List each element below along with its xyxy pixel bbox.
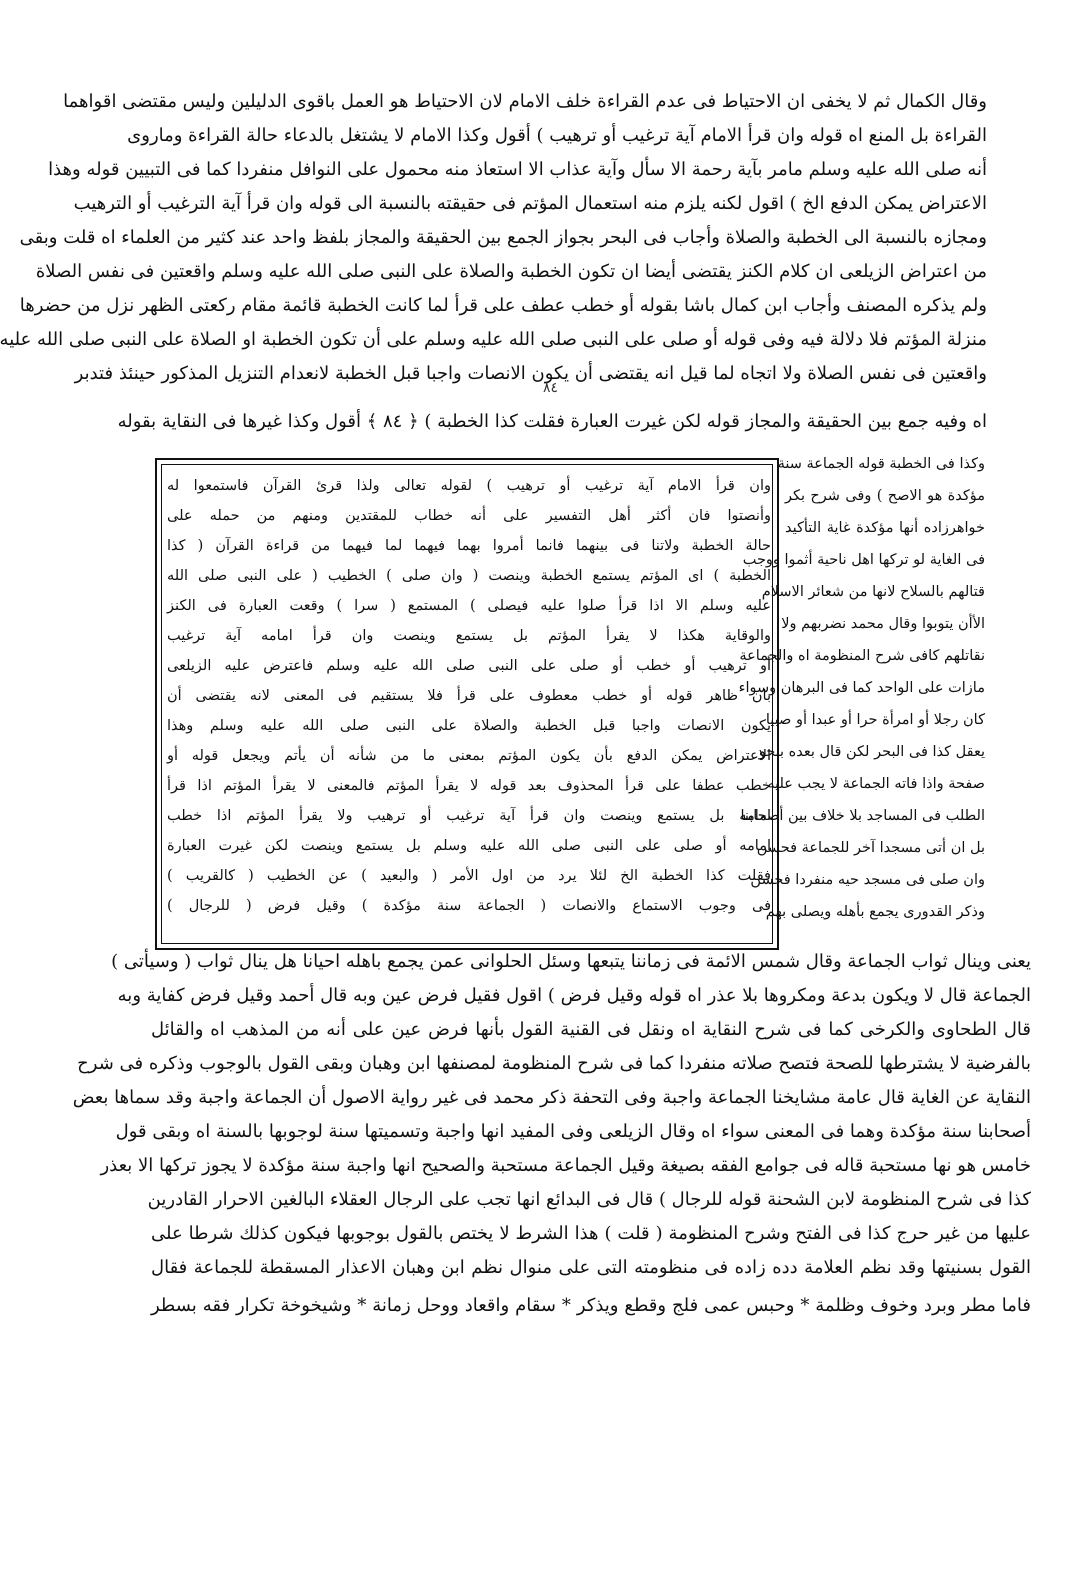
top-text-line: القراءة بل المنع اه قوله وان قرأ الامام آية ترغيب أو ترهيب ) أقول وكذا الامام لا يشتغل بالدعاء حالة القراءة وماروى — [127, 125, 987, 146]
side-text-line: الطلب فى المساجد بلا خلاف بين أصحابنا — [740, 808, 985, 824]
page-number: ٨٤ — [543, 380, 559, 396]
box-text-line: خطب عطفا على قرأ المحذوف بعد قوله لا يقرأ المؤتم فالمعنى لا يقرأ المؤتم اذا قرأ — [167, 778, 771, 794]
box-text-line: بان ظاهر قوله أو خطب معطوف على قرأ فلا يستقيم فى المعنى لانه يقتضى أن — [167, 688, 771, 704]
side-text-line: وذكر القدورى يجمع بأهله ويصلى بهم — [765, 904, 985, 920]
box-text-line: امامه بل يستمع وينصت وان قرأ آية ترغيب أو ترهيب ولا يقرأ المؤتم اذا خطب — [167, 808, 771, 824]
box-text-line: الاعتراض يمكن الدفع بأن يكون المؤتم بمعنى ما من شأنه أن يأتم ويجعل قوله أو — [167, 748, 771, 764]
bottom-text-line: قال الطحاوى والكرخى كما فى شرح النقاية اه ونقل فى القنية القول بأنها فرض عين على أنه من المذهب اه والقائل — [151, 1019, 1031, 1040]
box-text-line: الخطبة ) اى المؤتم يستمع الخطبة وينصت ( وان صلى ) الخطيب ( على النبى صلى الله — [167, 568, 771, 584]
box-text-line: فقلت كذا الخطبة الخ لئلا يرد من اول الأمر ( والبعيد ) عن الخطيب ( كالقريب ) — [167, 868, 771, 884]
side-text-line: كان رجلا أو امرأة حرا أو عبدا أو صبيا — [765, 712, 985, 728]
top-text-line: وقال الكمال ثم لا يخفى ان الاحتياط فى عدم القراءة خلف الامام لان الاحتياط هو العمل باقوى الدليلين وليس مقتضى اقواهما — [63, 91, 987, 112]
top-text-line: أنه صلى الله عليه وسلم مامر بآية رحمة الا سأل وآية عذاب الا استعاذ منه محمول على النوافل منفردا كما فى التبيين قوله وهذا — [48, 159, 987, 180]
box-text-line: والوقاية هكذا لا يقرأ المؤتم بل يستمع وينصت وان قرأ امامه آية ترغيب — [167, 628, 771, 644]
side-text-line: وان صلى فى مسجد حيه منفردا فحسن — [750, 872, 985, 888]
bottom-text-line: القول بسنيتها وقد نظم العلامة دده زاده فى منظومته التى على منوال نظم ابن وهبان الاعذار المسقطة للجماعة فقال — [151, 1257, 1032, 1278]
top-text-line: واقعتين فى نفس الصلاة ولا اتجاه لما قيل انه يقتضى أن يكون الانصات واجبا قبل الخطبة لانعدام التنزيل المذكور حينئذ فتدبر — [74, 363, 987, 384]
side-text-line: خواهرزاده أنها مؤكدة غاية التأكيد — [785, 520, 985, 536]
side-text-line: مؤكدة هو الاصح ) وفى شرح بكر — [785, 488, 985, 504]
box-text-line: امامه أو صلى على النبى صلى الله عليه وسلم بل يستمع وينصت لكن غيرت العبارة — [167, 838, 771, 854]
top-text-line: ومجازه بالنسبة الى الخطبة والصلاة وأجاب فى البحر بجواز الجمع بين الحقيقة والمجاز بلفظ واحد عند كثير من العلماء اه قلت وبقى — [19, 227, 987, 248]
box-text-line: يكون الانصات واجبا قبل الخطبة والصلاة على النبى صلى الله عليه وسلم وهذا — [167, 718, 771, 734]
bottom-text-line: الجماعة قال لا ويكون بدعة ومكروها بلا عذر اه قوله وقيل فرض ) اقول فقيل فرض عين وبه قال أحمد وقيل فرض كفاية وبه — [117, 985, 1031, 1006]
bottom-text-line: كذا فى شرح المنظومة لابن الشحنة قوله للرجال ) قال فى البدائع انها تجب على الرجال العقلاء البالغين الاحرار القادرين — [147, 1189, 1031, 1210]
box-text-line: أو ترهيب أو خطب أو صلى على النبى صلى الله عليه وسلم فاعترض عليه الزيلعى — [167, 658, 771, 674]
bottom-text-line: فاما مطر وبرد وخوف وظلمة * وحبس عمى فلج وقطع ويذكر * سقام واقعاد ووحل زمانة * وشيخوخة تكرار فقه بسطر — [151, 1295, 1031, 1316]
bottom-text-line: يعنى وينال ثواب الجماعة وقال شمس الائمة فى زماننا يتبعها وسئل الحلوانى عمن يجمع باهله احيانا هل ينال ثواب ( وسيأتى ) — [111, 951, 1031, 972]
top-text-line: منزلة المؤتم فلا دلالة فيه وفى قوله أو صلى على النبى صلى الله عليه وسلم على أن تكون الخطبة او الصلاة على النبى صلى الله عليه — [0, 329, 987, 350]
bottom-text-line: بالفرضية لا يشترطها للصحة فتصح صلاته منفردا كما فى شرح المنظومة لمصنفها ابن وهبان وبقى القول بالوجوب وذكره فى شرح — [77, 1053, 1031, 1074]
side-text-line: فى الغاية لو تركها اهل ناحية أثموا ووجب — [742, 552, 985, 568]
top-text-line: ولم يذكره المصنف وأجاب ابن كمال باشا بقوله أو خطب عطف على قرأ لما كانت الخطبة قائمة مقام ركعتى الظهر نزل من حضرها — [19, 295, 987, 316]
box-text-line: عليه وسلم الا اذا قرأ صلوا عليه فيصلى ) المستمع ( سرا ) وقعت العبارة فى الكنز — [167, 598, 771, 614]
bottom-text-line: خامس هو نها مستحبة قاله فى جوامع الفقه بصيغة وقيل الجماعة مستحبة والصحيح انها واجبة سنة مؤكدة لا يجوز تركها الا بعذر — [100, 1155, 1031, 1176]
box-text-line: حالة الخطبة ولاتنا فى بينهما فانما أمروا بهما فيهما لما فيهما من قراءة القرآن ( كذا — [167, 538, 771, 554]
bottom-text-line: عليها من غير حرج كذا فى الفتح وشرح المنظومة ( قلت ) هذا الشرط لا يختص بالقول بوجوبها فيكون كذلك شرطا على — [151, 1223, 1031, 1244]
side-text-line: مازات على الواحد كما فى البرهان وسواء — [738, 680, 985, 696]
box-text-line: وان قرأ الامام آية ترغيب أو ترهيب ) لقوله تعالى ولذا قرئ القرآن فاستمعوا له — [167, 478, 771, 494]
bottom-text-line: النقاية عن الغاية قال عامة مشايخنا الجماعة واجبة وفى التحفة ذكر محمد فى غير رواية الاصول أن الجماعة واجبة وقد سماها بعض — [72, 1087, 1031, 1108]
side-text-line: يعقل كذا فى البحر لكن قال بعده بنحو — [758, 744, 985, 760]
box-text-line: فى وجوب الاستماع والانصات ( الجماعة سنة مؤكدة ) وقيل فرض ( للرجال ) — [167, 898, 771, 914]
side-text-line: صفحة واذا فاته الجماعة لا يجب عليه — [767, 776, 985, 792]
box-text-line: وأنصتوا فان أكثر أهل التفسير على أنه خطاب للمقتدين ومنهم من حمله على — [167, 508, 771, 524]
bottom-text-line: أصحابنا سنة مؤكدة وهما فى المعنى سواء اه وقال الزيلعى وفى المفيد انها واجبة وتسميتها سنة لوجوبها بالسنة اه وبقى قول — [115, 1121, 1031, 1142]
top-text-line: اه وفيه جمع بين الحقيقة والمجاز قوله لكن غيرت العبارة فقلت كذا الخطبة ) ﴿ ٨٤ ﴾ أقول وكذا غيرها فى النقاية بقوله — [117, 411, 987, 432]
side-text-line: قتالهم بالسلاح لانها من شعائر الاسلام — [761, 584, 985, 600]
side-text-line: بل ان أتى مسجدا آخر للجماعة فحسن — [756, 840, 985, 856]
top-text-line: الاعتراض يمكن الدفع الخ ) اقول لكنه يلزم منه استعمال المؤتم فى حقيقته بالنسبة الى قوله وان قرأ آية الترغيب أو الترهيب — [73, 193, 987, 214]
side-text-line: وكذا فى الخطبة قوله الجماعة سنة — [777, 456, 985, 472]
side-text-line: نقاتلهم كافى شرح المنظومة اه والجماعة — [739, 648, 985, 664]
side-text-line: الأأن يتوبوا وقال محمد نضربهم ولا — [781, 616, 985, 632]
top-text-line: من اعتراض الزيلعى ان كلام الكنز يقتضى أيضا ان تكون الخطبة والصلاة على النبى صلى الله عليه وسلم واقعتين فى نفس الصلاة — [35, 261, 987, 282]
